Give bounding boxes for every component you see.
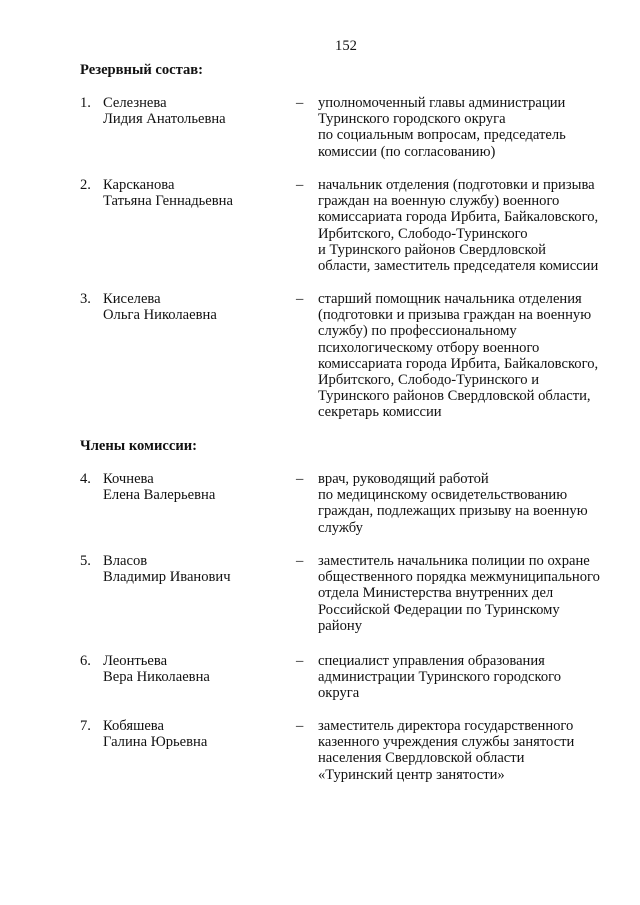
desc-line: секретарь комиссии <box>318 404 442 421</box>
dash-separator: – <box>296 177 304 193</box>
desc-line: врач, руководящий работой <box>318 471 489 487</box>
desc-line: «Туринский центр занятости» <box>318 766 505 783</box>
section-heading-reserve: Резервный состав: <box>80 62 204 78</box>
desc-line: начальник отделения (подготовки и призыва <box>318 177 595 193</box>
desc-line: службу <box>318 519 363 536</box>
person-name <box>103 553 283 585</box>
desc-line: граждан, подлежащих призыву на военную <box>318 503 588 520</box>
position-description <box>318 291 618 421</box>
desc-line: граждан на военную службу) военного <box>318 193 560 210</box>
dash-separator: – <box>296 718 304 734</box>
desc-line: Ирбитского, Слободо-Туринского <box>318 225 528 242</box>
position-description <box>318 653 618 702</box>
desc-line: округа <box>318 685 360 702</box>
desc-line: по социальным вопросам, председатель <box>318 127 566 144</box>
given-names: Владимир Иванович <box>103 569 231 586</box>
desc-line: и Туринского районов Свердловской <box>318 241 546 258</box>
desc-line: комиссии (по согласованию) <box>318 143 496 160</box>
desc-line: комиссариата города Ирбита, Байкаловского, <box>318 355 599 372</box>
desc-line: Российской Федерации по Туринскому <box>318 601 560 618</box>
surname: Кочнева <box>103 471 154 487</box>
surname: Карсканова <box>103 177 175 193</box>
position-description <box>318 553 618 634</box>
desc-line: старший помощник начальника отделения <box>318 291 582 307</box>
item-number: 6. <box>80 653 91 669</box>
section-heading-members: Члены комиссии: <box>80 438 198 454</box>
desc-line: общественного порядка межмуниципального <box>318 569 600 586</box>
item-number: 3. <box>80 291 91 307</box>
given-names: Татьяна Геннадьевна <box>103 193 233 210</box>
surname: Киселева <box>103 291 161 307</box>
given-names: Елена Валерьевна <box>103 487 216 504</box>
item-number: 4. <box>80 471 91 487</box>
desc-line: казенного учреждения службы занятости <box>318 734 575 751</box>
surname: Леонтьева <box>103 653 168 669</box>
desc-line: отдела Министерства внутренних дел <box>318 585 554 602</box>
desc-line: заместитель начальника полиции по охране <box>318 553 590 569</box>
desc-line: населения Свердловской области <box>318 750 525 767</box>
position-description <box>318 471 618 536</box>
item-number: 1. <box>80 95 91 111</box>
surname: Власов <box>103 553 148 569</box>
desc-line: (подготовки и призыва граждан на военную <box>318 307 592 324</box>
dash-separator: – <box>296 553 304 569</box>
position-description <box>318 177 618 274</box>
surname: Кобяшева <box>103 718 164 734</box>
desc-line: психологическому отбору военного <box>318 339 540 356</box>
desc-line: уполномоченный главы администрации <box>318 95 566 111</box>
given-names: Вера Николаевна <box>103 669 210 686</box>
desc-line: району <box>318 617 362 634</box>
dash-separator: – <box>296 471 304 487</box>
person-name <box>103 291 283 323</box>
person-name <box>103 653 283 685</box>
desc-line: Туринского городского округа <box>318 111 506 128</box>
desc-line: администрации Туринского городского <box>318 669 562 686</box>
item-number: 7. <box>80 718 91 734</box>
given-names: Лидия Анатольевна <box>103 111 226 128</box>
dash-separator: – <box>296 291 304 307</box>
desc-line: службу) по профессиональному <box>318 323 517 340</box>
dash-separator: – <box>296 95 304 111</box>
desc-line: заместитель директора государственного <box>318 718 574 734</box>
desc-line: области, заместитель председателя комиссии <box>318 258 599 275</box>
item-number: 2. <box>80 177 91 193</box>
person-name <box>103 177 283 209</box>
person-name <box>103 95 283 127</box>
position-description <box>318 95 618 160</box>
desc-line: по медицинскому освидетельствованию <box>318 487 568 504</box>
page-number: 152 <box>335 38 357 54</box>
dash-separator: – <box>296 653 304 669</box>
desc-line: Ирбитского, Слободо-Туринского и <box>318 372 540 389</box>
surname: Селезнева <box>103 95 167 111</box>
person-name <box>103 718 283 750</box>
item-number: 5. <box>80 553 91 569</box>
desc-line: специалист управления образования <box>318 653 545 669</box>
desc-line: Туринского районов Свердловской области, <box>318 388 591 405</box>
desc-line: комиссариата города Ирбита, Байкаловского, <box>318 209 599 226</box>
position-description <box>318 718 618 783</box>
given-names: Ольга Николаевна <box>103 307 217 324</box>
person-name <box>103 471 283 503</box>
given-names: Галина Юрьевна <box>103 734 208 751</box>
